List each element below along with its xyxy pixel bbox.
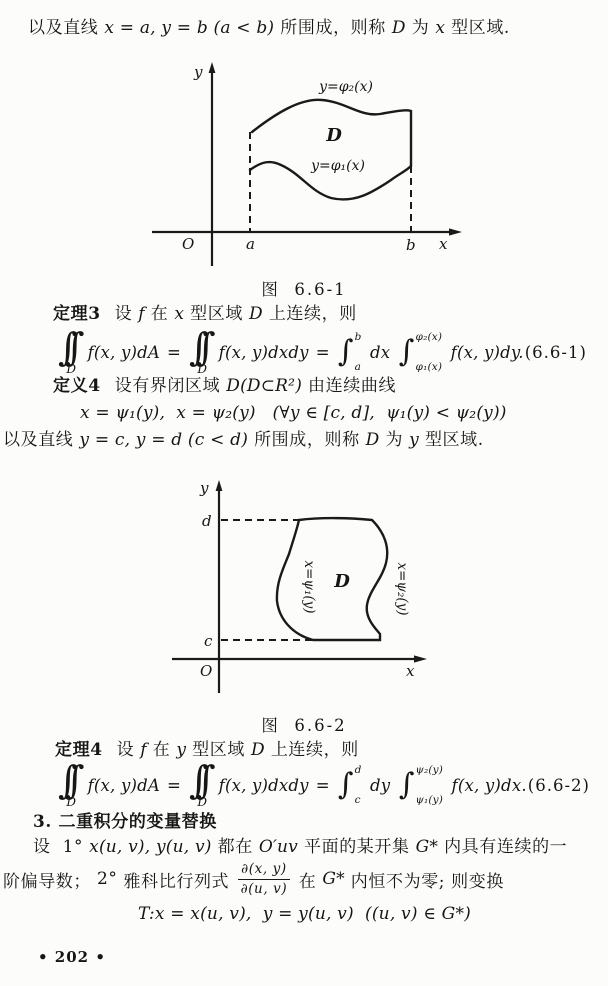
math-segment: x (435, 18, 446, 38)
double-integral (58, 324, 85, 377)
text-segment: 型区域 (186, 740, 251, 760)
psi-curves-line: x = ψ₁(y), x = ψ₂(y) (∀y ∈ [c, d], ψ₁(y) < ψ₂(y)) (80, 403, 507, 423)
y-axis-label: y (194, 63, 203, 81)
transform-T-line: T:x = x(u, v), y = y(u, v) ((u, v) ∈ G*) (138, 904, 471, 924)
figure-6-6-1 (150, 60, 470, 275)
double-integral (58, 757, 85, 810)
text-segment: 上连续，则 (262, 304, 357, 324)
x-axis-arrow (449, 228, 462, 235)
definition4-line (53, 376, 396, 397)
equals-sign: = (167, 775, 182, 795)
text-segment: 型区域. (418, 430, 484, 450)
region-label: D (326, 125, 342, 146)
integrand: f(x, y)dA (87, 342, 160, 362)
double-integral-symbol: ∫∫ (189, 757, 203, 802)
substitution-para-line2 (3, 856, 504, 902)
text-segment: 在 (146, 740, 177, 760)
text-segment: 在 (292, 871, 323, 892)
math-segment: x(u, v), y(u, v) (89, 837, 212, 857)
integral-domain: D (197, 362, 208, 377)
upper-curve-label: y=φ₂(x) (319, 79, 373, 95)
upper-limit: ψ₂(y) (415, 764, 444, 776)
text-segment: 阶偏导数； (3, 871, 98, 892)
integral-domain: D (66, 795, 77, 810)
x-axis-label: x (406, 662, 415, 680)
section3-heading: 3. 二重积分的变量替换 (33, 812, 217, 832)
math-segment: D (248, 304, 263, 324)
region-boundary (277, 518, 387, 640)
text-segment: 平面的某开集 (297, 837, 416, 857)
fraction-numerator: ∂(x, y) (238, 861, 290, 879)
integral-symbol: ∫ (337, 334, 354, 369)
math-segment: x (174, 304, 185, 324)
left-curve-label: x=ψ₁(y) (301, 560, 317, 614)
equals-sign: = (315, 775, 330, 795)
text-segment: 型区域 (184, 304, 249, 324)
integrand: f(x, y)dy. (445, 342, 524, 362)
integral-symbol: ∫ (337, 767, 354, 802)
tick-c: c (204, 632, 213, 650)
equation-6-6-1 (56, 325, 585, 379)
page-number: • 202 • (38, 948, 106, 966)
math-segment: O′uv (258, 837, 298, 857)
math-segment: G* (415, 837, 439, 857)
y-axis-arrow (209, 62, 216, 73)
y-axis-label: y (200, 479, 209, 497)
lower-limit: c (354, 793, 361, 806)
upper-limit: d (354, 764, 362, 776)
math-segment: y = c, y = d (c < d) (79, 430, 249, 450)
x-axis-label: x (439, 235, 448, 253)
double-integral (189, 757, 216, 810)
inner-integral (399, 331, 443, 373)
integral-symbol: ∫ (398, 767, 415, 802)
lower-curve-label: y=φ₁(x) (311, 158, 365, 174)
theorem3-line (53, 304, 357, 325)
equals-sign: = (167, 342, 182, 362)
differential: dx (364, 342, 396, 362)
lower-limit: φ₁(x) (415, 360, 443, 373)
math-segment: f (140, 740, 147, 760)
tick-b: b (406, 236, 416, 254)
double-integral-symbol: ∫∫ (189, 324, 203, 369)
upper-limit: φ₂(x) (415, 331, 443, 343)
right-curve-label: x=ψ₂(y) (394, 562, 410, 616)
text-segment: 上连续，则 (264, 740, 359, 760)
text-segment: 雅科比行列式 (117, 871, 236, 892)
origin-label: O (182, 235, 195, 253)
math-segment: f (138, 304, 145, 324)
text-segment: 所围成，则称 (248, 430, 366, 450)
math-segment: G* (322, 869, 345, 889)
math-segment: D (365, 430, 380, 450)
math-segment: D (250, 740, 265, 760)
outer-integral (338, 764, 362, 806)
tick-d: d (202, 512, 212, 530)
figure-6-6-2 (170, 477, 470, 699)
text-segment: 设 (33, 837, 63, 857)
text-segment: 由连续曲线 (302, 376, 397, 396)
double-integral-symbol: ∫∫ (58, 324, 72, 369)
region-label: D (334, 571, 350, 592)
integral-domain: D (66, 362, 77, 377)
integrand: f(x, y)dx. (446, 775, 527, 795)
text-segment: 内恒不为零; 则变换 (344, 871, 504, 892)
integrand: f(x, y)dxdy (218, 775, 309, 795)
text-segment: 设 (116, 740, 141, 760)
equation-number: (6.6-1) (524, 342, 587, 362)
y-axis-arrow (216, 480, 223, 491)
text-segment: 内具有连续的一 (438, 837, 568, 857)
text-segment: 为 (405, 18, 436, 38)
math-segment: D(D⊂R²) (226, 376, 303, 396)
enum-marker: 2° (97, 869, 118, 889)
lower-limit: a (354, 360, 362, 373)
tick-a: a (246, 235, 255, 253)
text-segment: 在 (144, 304, 175, 324)
x-axis-arrow (414, 655, 427, 662)
jacobian-fraction (238, 861, 290, 896)
theorem3-head: 定理3 (53, 304, 101, 324)
text-segment: 以及直线 (3, 430, 80, 450)
text-segment: 所围成，则称 (274, 18, 392, 38)
text-segment: 设有界闭区域 (114, 376, 227, 396)
integral-symbol: ∫ (398, 334, 415, 369)
theorem4-head: 定理4 (55, 740, 103, 760)
figure-6-6-1-caption: 图 6.6-1 (261, 280, 347, 299)
math-segment: y (409, 430, 419, 450)
outer-integral (338, 331, 362, 373)
figure-6-6-2-caption: 图 6.6-2 (261, 716, 347, 735)
math-segment: D (391, 18, 406, 38)
upper-limit: b (354, 331, 362, 343)
lower-limit: ψ₁(y) (415, 793, 444, 806)
fraction-denominator: ∂(u, v) (240, 880, 288, 897)
double-integral (189, 324, 216, 377)
integral-domain: D (197, 795, 208, 810)
double-integral-symbol: ∫∫ (58, 757, 72, 802)
equals-sign: = (315, 342, 330, 362)
differential: dy (364, 775, 396, 795)
origin-label: O (200, 662, 213, 680)
y-region-line (3, 430, 484, 451)
text-segment: 都在 (211, 837, 259, 857)
enum-marker: 1° (62, 837, 84, 857)
text-segment: 设 (114, 304, 139, 324)
text-segment: 型区域. (445, 18, 510, 38)
inner-integral (399, 764, 443, 806)
text-segment: 以及直线 (28, 18, 105, 38)
text-segment: 为 (379, 430, 410, 450)
intro-line (28, 18, 510, 39)
definition4-head: 定义4 (53, 376, 101, 396)
integrand: f(x, y)dA (87, 775, 160, 795)
math-segment: x = a, y = b (a < b) (104, 18, 275, 38)
equation-number: (6.6-2) (527, 775, 590, 795)
math-segment: y (176, 740, 187, 760)
equation-6-6-2 (56, 757, 590, 812)
integrand: f(x, y)dxdy (218, 342, 309, 362)
